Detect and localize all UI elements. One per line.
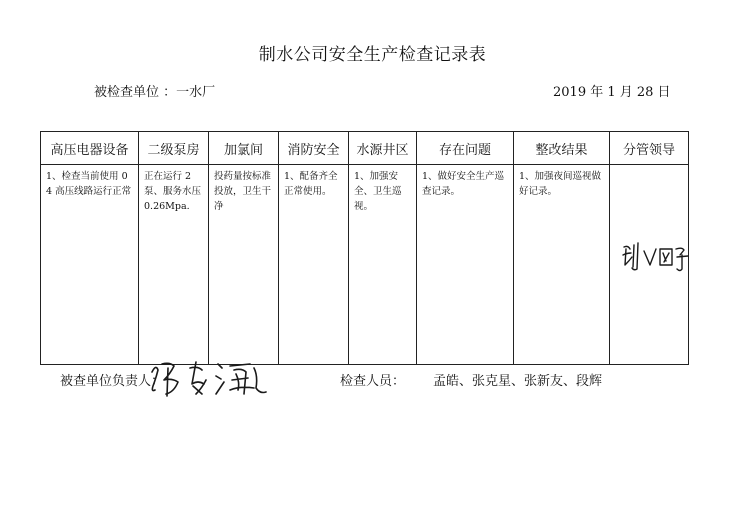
header-water-source: 水源井区 — [349, 132, 417, 165]
cell-chlorination: 投药量按标准投放，卫生干净 — [209, 165, 279, 365]
header-leader: 分管领导 — [610, 132, 689, 165]
header-rectification: 整改结果 — [514, 132, 610, 165]
responsible-person-label: 被查单位负责人： — [60, 374, 165, 389]
cell-issues: 1、做好安全生产巡查记录。 — [417, 165, 514, 365]
header-chlorination: 加氯间 — [209, 132, 279, 165]
inspected-unit: 被检查单位 ：一水厂 — [94, 85, 216, 100]
document-title: 制水公司安全生产检查记录表 — [258, 45, 487, 65]
cell-rectification: 1、加强夜间巡视做好记录。 — [514, 165, 610, 365]
cell-high-voltage: 1、检查当前使用 04 高压线路运行正常 — [41, 165, 139, 365]
header-high-voltage: 高压电器设备 — [41, 132, 139, 165]
table-row — [41, 165, 689, 365]
header-issues: 存在问题 — [417, 132, 514, 165]
header-fire-safety: 消防安全 — [279, 132, 349, 165]
inspection-table — [40, 131, 689, 365]
cell-leader — [610, 165, 689, 365]
cell-pump-room: 正在运行 2 泵、服务水压 0.26Mpa. — [139, 165, 209, 365]
responsible-signature — [146, 354, 272, 404]
table-header-row — [41, 132, 689, 165]
inspectors-names: 孟皓、张克星、张新友、段辉 — [433, 374, 603, 389]
header-pump-room: 二级泵房 — [139, 132, 209, 165]
inspectors-row — [340, 370, 602, 389]
cell-water-source: 1、加强安全、卫生巡视。 — [349, 165, 417, 365]
cell-fire-safety: 1、配备齐全正常使用。 — [279, 165, 349, 365]
leader-signature — [620, 237, 692, 277]
inspection-date: 2019 年 1 月 28 日 — [553, 85, 671, 100]
inspectors-label: 检查人员： — [340, 374, 406, 389]
